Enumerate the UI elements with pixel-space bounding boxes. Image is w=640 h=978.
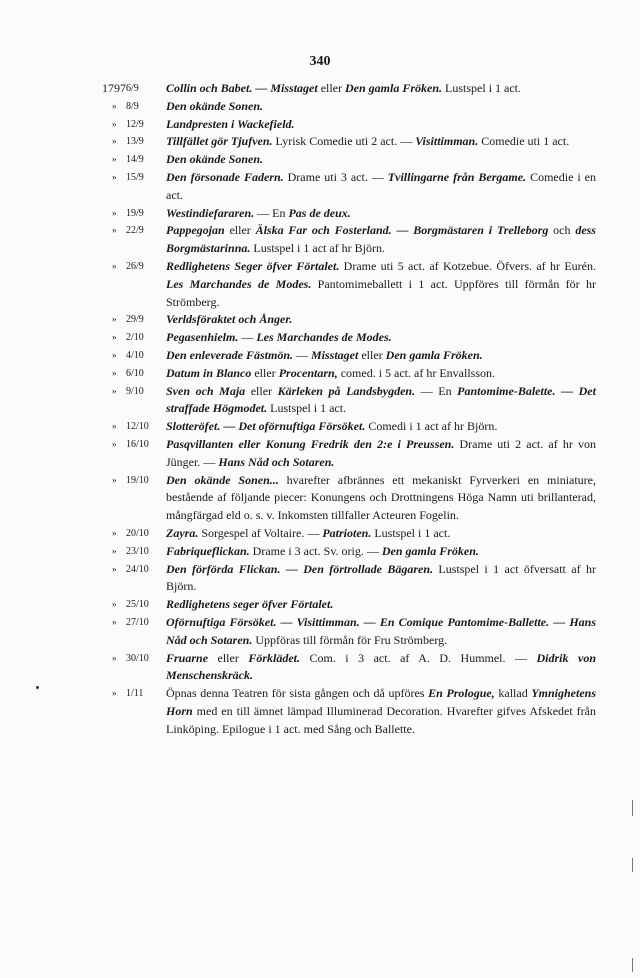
play-note: — (238, 330, 257, 345)
play-title: Pasqvillanten eller Konung Fredrik den 2:e i Preussen. (166, 436, 455, 451)
play-note: eller (224, 223, 256, 238)
play-title: Pantomime-Balette. — Det straffade Högmodet. (166, 383, 596, 416)
play-note: eller (251, 365, 279, 380)
entry-date: 12/9 (126, 118, 144, 130)
ditto-marker: » (112, 474, 117, 485)
ditto-marker: » (112, 171, 117, 182)
play-title: Slotteröfet. — Det oförnuftiga Försöket. (166, 419, 366, 434)
page-number: 340 (309, 54, 331, 69)
entry-date: 12/10 (126, 421, 149, 433)
play-title: Patrioten. (322, 525, 372, 540)
play-note: — En (254, 205, 289, 220)
ditto-marker: » (112, 118, 117, 129)
performance-entry (96, 365, 596, 383)
ditto-marker: » (112, 616, 117, 627)
entry-text (166, 133, 596, 151)
entry-date: 30/10 (126, 652, 149, 664)
play-note: Comedie uti 1 act. (478, 134, 570, 149)
entry-text (166, 543, 596, 561)
play-note: Lustspel i 1 act. (267, 401, 347, 416)
entry-date: 4/10 (126, 349, 144, 361)
performance-entry (96, 614, 596, 650)
entry-text (166, 383, 596, 419)
play-title: Den gamla Fröken. (381, 543, 479, 558)
play-note: Lustspel i 1 act. (371, 525, 451, 540)
performance-entry (96, 472, 596, 525)
play-title: Misstaget (311, 347, 359, 362)
ditto-marker: » (112, 545, 117, 556)
edge-mark (632, 958, 633, 972)
play-title: Ymnighetens Horn (166, 686, 596, 718)
performance-entry (96, 543, 596, 561)
play-note: Comedi i 1 act af hr Björn. (365, 419, 498, 434)
entry-date: 24/10 (126, 563, 149, 575)
entry-text (166, 685, 596, 738)
entry-date: 6/9 (126, 83, 139, 94)
entry-text (166, 472, 596, 525)
repertoire-list (96, 80, 596, 738)
performance-entry (96, 151, 596, 169)
performance-entry (96, 685, 596, 738)
play-note: och (548, 223, 576, 238)
play-title: Verldsföraktet och Ånger. (166, 312, 293, 327)
play-title: Älska Far och Fosterland. — Borgmästaren i Trelleborg (255, 223, 549, 238)
entry-text (166, 436, 596, 472)
entry-date: 26/9 (126, 260, 144, 272)
play-note: Drame uti 3 act. — (283, 169, 388, 184)
play-title: Sven och Maja (166, 383, 246, 398)
entry-date: 20/10 (126, 527, 149, 539)
play-title: Tvillingarne från Bergame. (387, 169, 527, 184)
performance-entry (96, 347, 596, 365)
play-title: Procentarn, (278, 365, 338, 380)
play-note: Drame i 3 act. Sv. orig. — (249, 543, 382, 558)
play-note: Sorgespel af Voltaire. — (198, 525, 323, 540)
entry-date: 25/10 (126, 599, 149, 611)
play-note: eller (245, 383, 278, 398)
play-title: Den förförda Flickan. — Den förtrollade Bägaren. (166, 561, 433, 576)
play-title: Oförnuftiga Försöket. — Visittimman. — En Comique Pantomime-Ballette. — Hans Nåd och Sotaren. (166, 614, 596, 647)
play-note: — (293, 347, 311, 362)
entry-text (166, 258, 596, 311)
performance-entry (96, 258, 596, 311)
play-note: eller (208, 650, 249, 665)
ditto-marker: » (112, 154, 117, 165)
play-note: — En (415, 383, 458, 398)
play-title: Pegasenhielm. (166, 330, 239, 345)
entry-year: 1797 (102, 81, 126, 95)
play-note: Lustspel i 1 act af hr Björn. (250, 241, 386, 256)
ditto-marker: » (112, 599, 117, 610)
entry-text (166, 222, 596, 258)
entry-date: 13/9 (126, 136, 144, 148)
play-title: Redlighetens Seger öfver Förtalet. (166, 258, 340, 273)
entry-text (166, 596, 596, 614)
play-title: En Prologue, (428, 686, 495, 701)
play-title: Kärleken på Landsbygden. (277, 383, 416, 398)
play-title: Didrik von Menschenskräck. (166, 650, 596, 683)
play-note: comed. i 5 act. af hr Envallsson. (337, 365, 495, 380)
play-title: Datum in Blanco (166, 365, 252, 380)
entry-text (166, 561, 596, 597)
edge-mark (632, 800, 633, 816)
ditto-marker: » (112, 225, 117, 236)
performance-entry (96, 436, 596, 472)
ditto-marker: » (112, 652, 117, 663)
ditto-marker: » (112, 100, 117, 111)
play-note: eller (317, 81, 346, 95)
entry-text (166, 614, 596, 650)
entry-date: 22/9 (126, 225, 144, 237)
entry-date: 8/9 (126, 100, 139, 112)
entry-date: 9/10 (126, 385, 144, 397)
entry-date: 2/10 (126, 332, 144, 344)
play-title: Visittimman. (415, 134, 479, 149)
performance-entry (96, 80, 596, 98)
play-title: Fruarne (166, 650, 209, 665)
play-title: Fabriqueflickan. (166, 543, 250, 558)
entry-text (166, 347, 596, 365)
play-note: hvarefter afbrännes ett mekaniskt Fyrverkeri en miniature, bestående af följande piecer: Konungens och Drottningens Höga Namn uti brillanterad, mångfärgad eld o. s. v. Inkomsten tillfaller Acteuren Fogelin. (166, 472, 597, 523)
ditto-marker: » (112, 136, 117, 147)
performance-entry (96, 329, 596, 347)
entry-date: 14/9 (126, 154, 144, 166)
performance-entry (96, 596, 596, 614)
ditto-marker: » (112, 260, 117, 271)
entry-text (166, 365, 596, 383)
margin-dot (36, 686, 39, 689)
performance-entry (96, 418, 596, 436)
performance-entry (96, 222, 596, 258)
entry-text (166, 650, 596, 686)
entry-text (166, 311, 596, 329)
play-title: Landpresten i Wackefield. (166, 116, 295, 131)
play-title: Les Marchandes de Modes. (166, 276, 312, 291)
play-note: Lustspel i 1 act öfversatt af hr Björn. (166, 561, 596, 594)
play-title: Redlighetens seger öfver Förtalet. (166, 597, 334, 612)
play-title: Den enleverade Fästmön. (166, 347, 293, 362)
performance-entry (96, 98, 596, 116)
play-title: Den okände Sonen. (166, 98, 264, 113)
play-note: Lustspel i 1 act. (442, 81, 522, 95)
play-note: Drame uti 5 act. af Kotzebue. Öfvers. af hr Eurén. (339, 258, 596, 273)
ditto-marker: » (112, 332, 117, 343)
play-note: Lyrisk Comedie uti 2 act. — (272, 134, 416, 149)
play-title: Förklädet. (248, 650, 300, 665)
play-title: Westindiefararen. (166, 205, 255, 220)
play-title: Pappegojan (166, 223, 225, 238)
entry-text (166, 116, 596, 134)
performance-entry (96, 205, 596, 223)
entry-text (166, 80, 596, 98)
play-note: eller (358, 347, 386, 362)
ditto-marker: » (112, 349, 117, 360)
play-note: Öpnas denna Teatren för sista gången och då upföres (166, 686, 429, 701)
play-title: Den försonade Fadern. (166, 169, 284, 184)
entry-text (166, 418, 596, 436)
performance-entry (96, 650, 596, 686)
entry-date: 19/10 (126, 474, 149, 486)
ditto-marker: » (112, 563, 117, 574)
play-note: Com. i 3 act. af A. D. Hummel. — (300, 650, 537, 665)
play-title: Den gamla Fröken. (385, 347, 483, 362)
entry-date: 19/9 (126, 207, 144, 219)
entry-date: 27/10 (126, 616, 149, 628)
play-note: Drame uti 2 act. af hr von Jünger. — (166, 436, 596, 469)
ditto-marker: » (112, 438, 117, 449)
play-note: Comedie i en act. (166, 169, 597, 202)
entry-text (166, 169, 596, 205)
play-title: Pas de deux. (288, 205, 351, 220)
edge-mark (632, 858, 633, 872)
play-note: Uppföras till förmån för Fru Strömberg. (252, 632, 448, 647)
ditto-marker: » (112, 314, 117, 325)
play-title: Tillfället gör Tjufven. (166, 134, 273, 149)
ditto-marker: » (112, 367, 117, 378)
ditto-marker: » (112, 385, 117, 396)
play-note: kallad (494, 686, 532, 701)
play-title: Den okände Sonen... (166, 472, 279, 487)
play-title: Les Marchandes de Modes. (256, 330, 392, 345)
performance-entry (96, 133, 596, 151)
ditto-marker: » (112, 688, 117, 699)
play-title: Collin och Babet. — Misstaget (166, 81, 318, 95)
play-note: Pantomimeballett i 1 act. Uppföres till förmån för hr Strömberg. (166, 276, 596, 309)
entry-date: 15/9 (126, 171, 144, 183)
entry-text (166, 525, 596, 543)
entry-date: 1/11 (126, 688, 144, 700)
entry-date: 29/9 (126, 314, 144, 326)
ditto-marker: » (112, 421, 117, 432)
performance-entry (96, 311, 596, 329)
ditto-marker: » (112, 207, 117, 218)
play-title: dess Borgmästarinna. (166, 223, 596, 256)
performance-entry (96, 383, 596, 419)
entry-text (166, 151, 596, 169)
entry-date: 23/10 (126, 545, 149, 557)
entry-date: 16/10 (126, 438, 149, 450)
ditto-marker: » (112, 527, 117, 538)
entry-text (166, 98, 596, 116)
performance-entry (96, 561, 596, 597)
entry-date: 6/10 (126, 367, 144, 379)
play-title: Den gamla Fröken. (345, 81, 443, 95)
performance-entry (96, 169, 596, 205)
play-note: med en till ämnet lämpad Illuminerad Decoration. Hvarefter gifves Afskedet från Linköping. Epilogue i 1 act. med Sång och Ballette. (166, 703, 596, 736)
play-title: Zayra. (166, 525, 199, 540)
performance-entry (96, 116, 596, 134)
play-title: Den okände Sonen. (166, 152, 264, 167)
entry-text (166, 205, 596, 223)
play-title: Hans Nåd och Sotaren. (218, 454, 335, 469)
performance-entry (96, 525, 596, 543)
entry-text (166, 329, 596, 347)
